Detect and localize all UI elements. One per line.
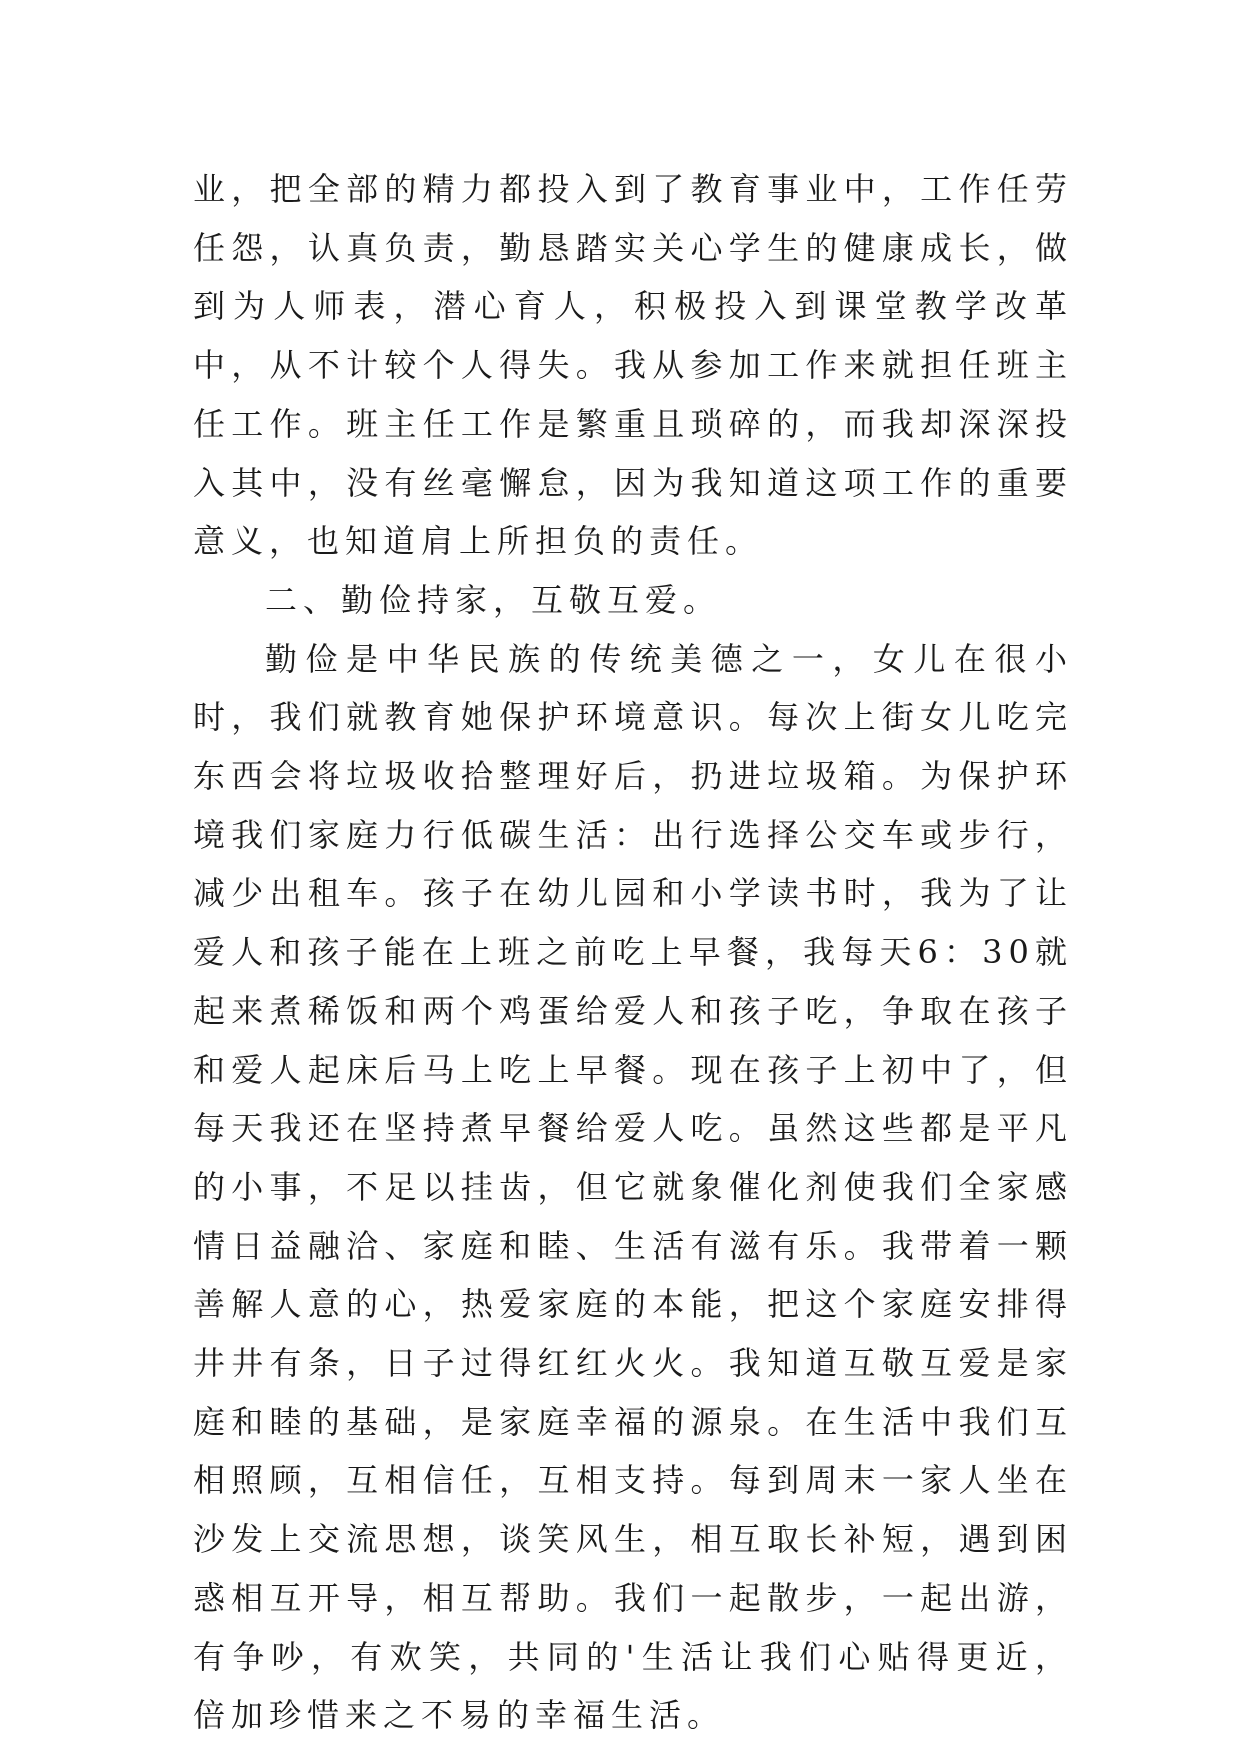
paragraph-continuation: 业，把全部的精力都投入到了教育事业中，工作任劳任怨，认真负责，勤恳踏实关心学生的健康成长，做到为人师表，潜心育人，积极投入到课堂教学改革中，从不计较个人得失。我从参加工作来就担任班主任工作。班主任工作是繁重且琐碎的，而我却深深投入其中，没有丝毫懈怠，因为我知道这项工作的重要意义，也知道肩上所担负的责任。 bbox=[193, 170, 1073, 561]
section-heading: 二、勤俭持家，互敬互爱。 bbox=[265, 580, 722, 619]
paragraph-frugality: 勤俭是中华民族的传统美德之一，女儿在很小时，我们就教育她保护环境意识。每次上街女儿吃完东西会将垃圾收拾整理好后，扔进垃圾箱。为保护环境我们家庭力行低碳生活：出行选择公交车或步行，减少出租车。孩子在幼儿园和小学读书时，我为了让爱人和孩子能在上班之前吃上早餐，我每天6：30就起来煮稀饭和两个鸡蛋给爱人和孩子吃，争取在孩子和爱人起床后马上吃上早餐。现在孩子上初中了，但每天我还在坚持煮早餐给爱人吃。虽然这些都是平凡的小事，不足以挂齿，但它就象催化剂使我们全家感情日益融洽、家庭和睦、生活有滋有乐。我带着一颗善解人意的心，热爱家庭的本能，把这个家庭安排得井井有条，日子过得红红火火。我知道互敬互爱是家庭和睦的基础，是家庭幸福的源泉。在生活中我们互相照顾，互相信任，互相支持。每到周末一家人坐在沙发上交流思想，谈笑风生，相互取长补短，遇到困惑相互开导，相互帮助。我们一起散步，一起出游，有争吵，有欢笑，共同的'生活让我们心贴得更近，倍加珍惜来之不易的幸福生活。 bbox=[193, 639, 1073, 1735]
document-body bbox=[193, 160, 1073, 1745]
